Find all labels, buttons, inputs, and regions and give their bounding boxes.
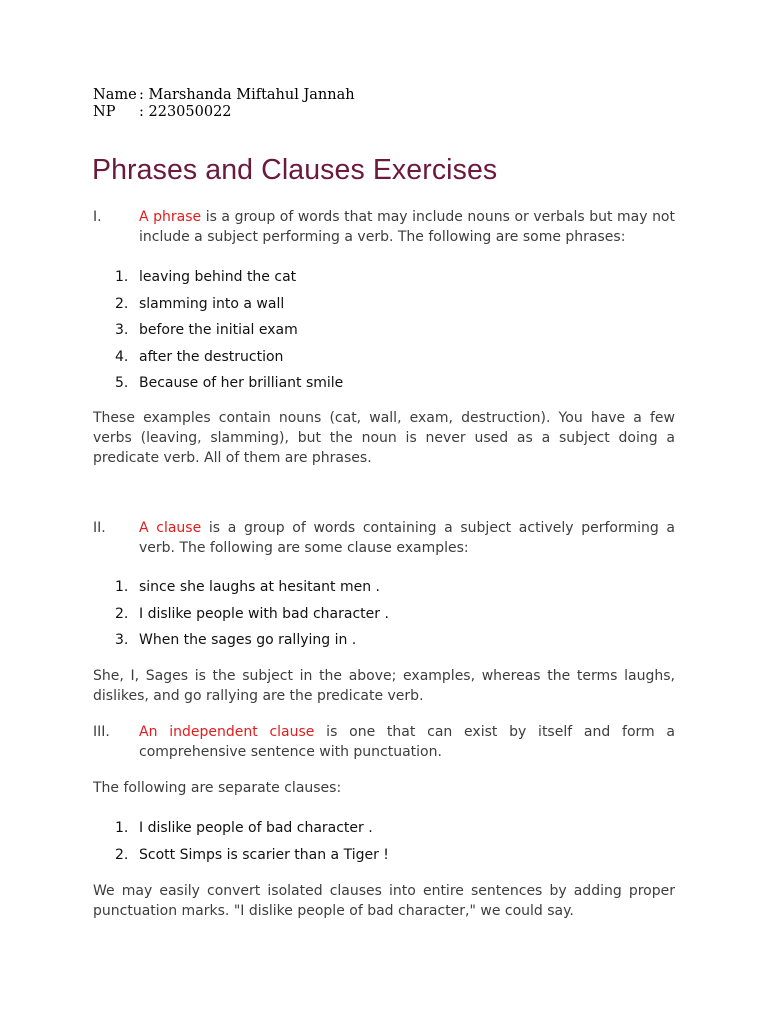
clause-list xyxy=(115,577,389,657)
list-text: I dislike people with bad character . xyxy=(139,605,389,622)
list-text: after the destruction xyxy=(139,348,284,365)
list-number: 1. xyxy=(115,269,129,285)
list-item xyxy=(115,347,343,374)
phrase-list xyxy=(115,267,343,400)
list-number: 3. xyxy=(115,322,129,338)
page-title: Phrases and Clauses Exercises xyxy=(92,154,498,186)
clause-explanation: She, I, Sages is the subject in the above; examples, whereas the terms laughs, dislikes, and go rallying are the predicate verb. xyxy=(93,668,675,704)
list-number: 3. xyxy=(115,632,129,648)
list-number: 2. xyxy=(115,605,129,622)
section-text: is one that can exist by itself and form a comprehensive sentence with punctuation. xyxy=(139,724,675,760)
list-number: 5. xyxy=(115,375,129,391)
list-item xyxy=(115,845,389,872)
section-text: is a group of words that may include nouns or verbals but may not include a subject performing a verb. The following are some phrases: xyxy=(139,209,675,245)
section-independent-clause xyxy=(93,722,675,762)
section-numeral: II. xyxy=(93,520,106,536)
np-label: NP xyxy=(93,104,116,120)
section-numeral: I. xyxy=(93,209,102,225)
list-item xyxy=(115,604,389,631)
section-clause xyxy=(93,518,675,558)
list-number: 4. xyxy=(115,348,129,365)
list-number: 2. xyxy=(115,846,129,863)
phrase-explanation: These examples contain nouns (cat, wall, exam, destruction). You have a few verbs (leaving, slamming), but the noun is never used as a subject doing a predicate verb. All of them are phrases. xyxy=(93,410,675,466)
section-phrase xyxy=(93,207,675,247)
list-item xyxy=(115,267,343,294)
np-row xyxy=(93,104,355,121)
list-text: before the initial exam xyxy=(139,322,298,338)
list-text: When the sages go rallying in . xyxy=(139,632,357,648)
name-label: Name xyxy=(93,87,137,103)
name-value: : Marshanda Miftahul Jannah xyxy=(139,87,355,103)
np-value: : 223050022 xyxy=(139,104,232,120)
list-text: leaving behind the cat xyxy=(139,269,297,285)
list-item xyxy=(115,577,389,604)
term-highlight: A clause xyxy=(139,520,202,536)
section-body xyxy=(139,207,675,247)
section-text: is a group of words containing a subject actively performing a verb. The following are some clause examples: xyxy=(139,520,675,556)
list-text: since she laughs at hesitant men . xyxy=(139,579,380,595)
term-highlight: An independent clause xyxy=(139,724,315,740)
list-item xyxy=(115,818,389,845)
list-item xyxy=(115,373,343,400)
list-number: 2. xyxy=(115,295,129,312)
section-body xyxy=(139,722,675,762)
independent-explanation: We may easily convert isolated clauses into entire sentences by adding proper punctuation marks. "I dislike people of bad character," we could say. xyxy=(93,883,675,919)
independent-clause-list xyxy=(115,818,389,871)
list-number: 1. xyxy=(115,820,129,836)
list-item xyxy=(115,320,343,347)
list-item xyxy=(115,630,389,657)
list-number: 1. xyxy=(115,579,129,595)
list-text: Scott Simps is scarier than a Tiger ! xyxy=(139,846,389,863)
section-body xyxy=(139,518,675,558)
list-text: I dislike people of bad character . xyxy=(139,820,373,836)
section-numeral: III. xyxy=(93,724,110,740)
student-info xyxy=(93,87,355,121)
list-text: Because of her brilliant smile xyxy=(139,375,344,391)
name-row xyxy=(93,87,355,104)
term-highlight: A phrase xyxy=(139,209,202,225)
list-text: slamming into a wall xyxy=(139,295,285,312)
independent-intro: The following are separate clauses: xyxy=(93,780,342,796)
list-item xyxy=(115,294,343,321)
